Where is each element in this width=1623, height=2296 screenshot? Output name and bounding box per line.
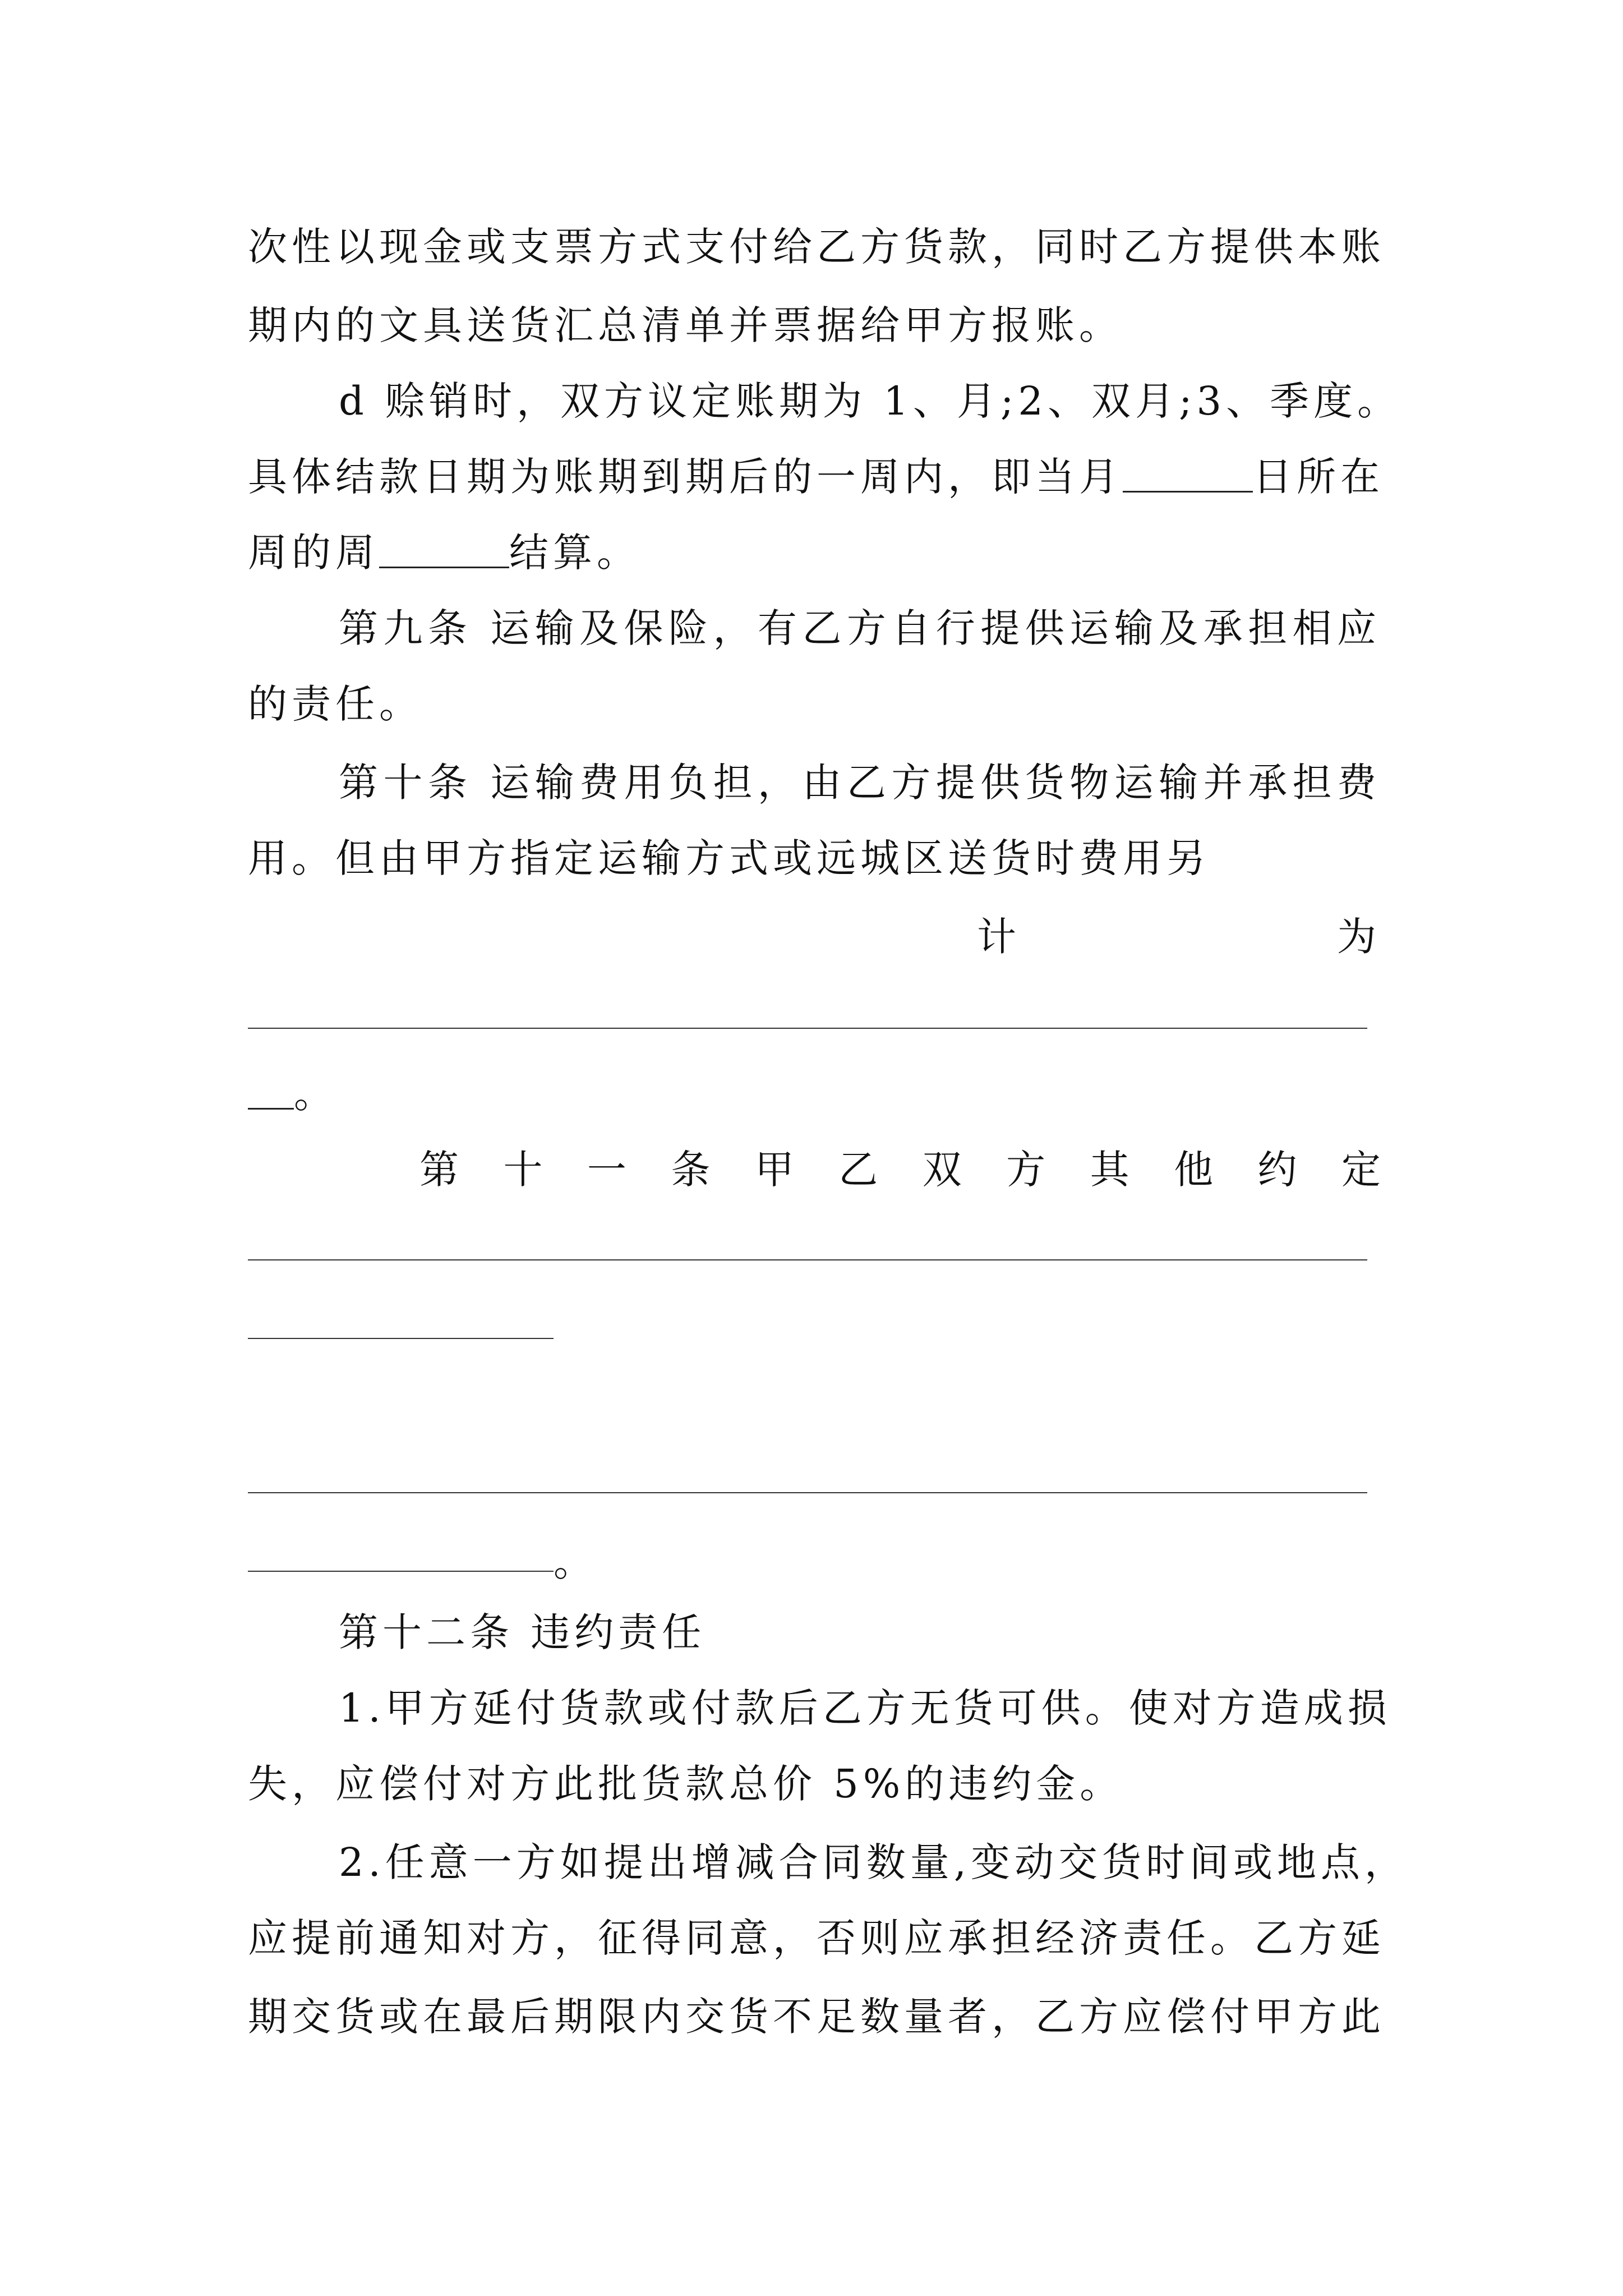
article-11-char: 定	[1341, 1147, 1381, 1193]
article-11-char: 第	[419, 1147, 459, 1193]
article-11-char: 双	[922, 1147, 962, 1193]
credit-sale-line-2-end: 日所在	[1253, 454, 1384, 500]
article-12-heading: 第十二条 违约责任	[339, 1609, 706, 1655]
article-11-char: 乙	[838, 1147, 878, 1193]
credit-sale-line-2-text: 具体结款日期为账期到期后的一周内，即当月	[248, 454, 1123, 500]
article-10-line-3	[248, 909, 1381, 965]
credit-sale-line-3	[248, 524, 1381, 581]
credit-sale-line-3-text: 周的周	[248, 530, 379, 576]
article-11-char: 约	[1257, 1147, 1297, 1193]
article-10-word-ji: 计	[977, 914, 1021, 960]
payment-text-line-2: 期内的文具送货汇总清单并票据给甲方报账。	[248, 302, 1123, 348]
credit-sale-line-2-start	[248, 449, 1253, 505]
article-11-heading	[419, 1142, 1381, 1198]
article-12-item-1-line-1: 1.甲方延付货款或付款后乙方无货可供。使对方造成损	[339, 1685, 1391, 1731]
article-11-fill-line-4	[248, 1571, 554, 1572]
article-11-char: 一	[587, 1147, 626, 1193]
article-11-period: 。	[554, 1539, 597, 1585]
weekday-blank	[379, 533, 509, 568]
article-11-char: 他	[1174, 1147, 1214, 1193]
article-10-period: 。	[294, 1071, 338, 1117]
article-10-line-1: 第十条 运输费用负担，由乙方提供货物运输并承担费	[339, 760, 1381, 806]
article-12-item-2-line-2: 应提前通知对方，征得同意，否则应承担经济责任。乙方延	[248, 1915, 1385, 1961]
article-11-fill-line-3	[248, 1492, 1367, 1493]
payment-text-line-1: 次性以现金或支票方式支付给乙方货款，同时乙方提供本账	[248, 224, 1385, 270]
credit-sale-line-1: d 赊销时，双方议定账期为 1、月;2、双月;3、季度。	[339, 378, 1401, 424]
article-10-short-blank	[248, 1074, 294, 1110]
article-11-char: 十	[503, 1147, 543, 1193]
day-blank	[1123, 457, 1253, 493]
article-12-item-1-line-2: 失，应偿付对方此批货款总价 5%的违约金。	[248, 1761, 1124, 1807]
credit-sale-line-3-end: 结算。	[509, 530, 640, 576]
article-9-line-1: 第九条 运输及保险，有乙方自行提供运输及承担相应	[339, 605, 1381, 651]
article-11-char: 条	[671, 1147, 711, 1193]
article-11-fill-line-1	[248, 1259, 1367, 1260]
article-11-char: 方	[1006, 1147, 1046, 1193]
article-12-item-2-line-3: 期交货或在最后期限内交货不足数量者，乙方应偿付甲方此	[248, 1994, 1385, 2040]
article-9-line-2: 的责任。	[248, 681, 423, 727]
article-11-char: 其	[1090, 1147, 1129, 1193]
credit-sale-line-2	[248, 449, 1384, 505]
article-11-fill-line-2	[248, 1338, 554, 1339]
article-12-item-2-line-1: 2.任意一方如提出增减合同数量,变动交货时间或地点，	[339, 1839, 1409, 1885]
article-10-word-wei: 为	[1337, 914, 1381, 960]
article-10-fill-line	[248, 1028, 1367, 1029]
article-10-line-5	[248, 1066, 1381, 1122]
article-11-char: 甲	[754, 1147, 794, 1193]
article-10-line-2: 用。但由甲方指定运输方式或远城区送货时费用另	[248, 835, 1210, 881]
